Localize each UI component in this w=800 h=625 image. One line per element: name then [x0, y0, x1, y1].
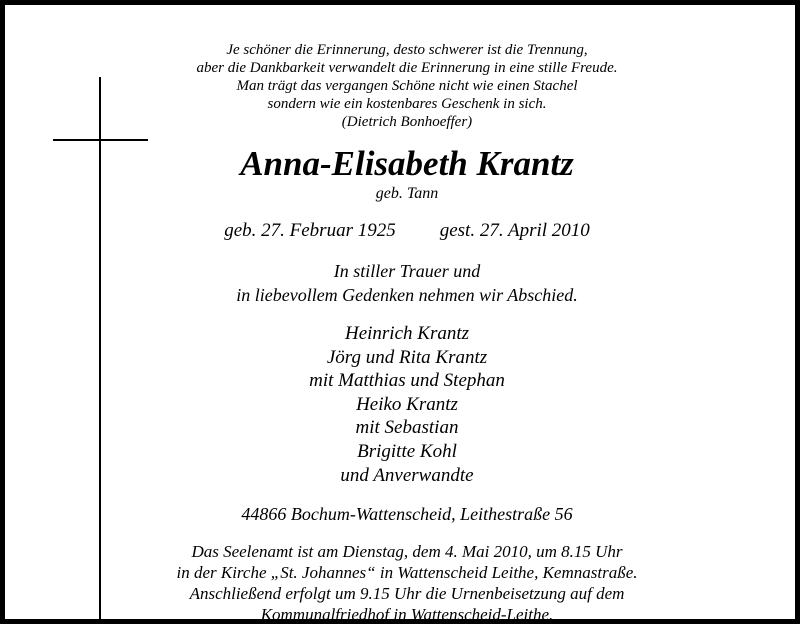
death-date: gest. 27. April 2010	[439, 220, 590, 241]
notice-content	[105, 41, 709, 625]
life-dates	[105, 220, 709, 242]
mourner-line: Brigitte Kohl	[357, 440, 457, 462]
mourner-line: mit Sebastian	[355, 417, 459, 439]
quote-line: aber die Dankbarkeit verwandelt die Erinnerung in eine stille Freude.	[196, 60, 618, 76]
mourner-line: Heinrich Krantz	[344, 323, 470, 344]
service-details	[105, 541, 709, 625]
birth-date: geb. 27. Februar 1925	[224, 220, 396, 241]
quote-line: Man trägt das vergangen Schöne nicht wie einen Stachel	[236, 78, 578, 94]
family-address: 44866 Bochum-Wattenscheid, Leithestraße 56	[241, 504, 573, 525]
mourner-line: Heiko Krantz	[356, 393, 458, 415]
farewell-line: in liebevollem Gedenken nehmen wir Abschied.	[236, 285, 578, 305]
maiden-name: geb. Tann	[375, 185, 439, 202]
mourner-line: und Anverwandte	[340, 464, 474, 486]
service-line: Das Seelenamt ist am Dienstag, dem 4. Mai 2010, um 8.15 Uhr	[191, 542, 623, 562]
service-line: Anschließend erfolgt um 9.15 Uhr die Urnenbeisetzung auf dem	[189, 584, 625, 604]
deceased-name: Anna-Elisabeth Krantz	[240, 144, 574, 183]
farewell-text	[105, 259, 709, 307]
mourner-line: mit Matthias und Stephan	[309, 370, 505, 392]
quote-line: Je schöner die Erinnerung, desto schwerer ist die Trennung,	[226, 42, 588, 58]
service-line: in der Kirche „St. Johannes“ in Wattenscheid Leithe, Kemnastraße.	[176, 563, 638, 583]
farewell-line: In stiller Trauer und	[333, 261, 481, 281]
service-line: Kommunalfriedhof in Wattenscheid-Leithe.	[260, 605, 554, 625]
mourner-line: Jörg und Rita Krantz	[326, 346, 488, 368]
mourners-list	[105, 322, 709, 487]
quote-block	[105, 41, 709, 131]
cross-vertical-bar	[99, 77, 101, 623]
quote-line: sondern wie ein kostenbares Geschenk in sich.	[267, 96, 547, 112]
quote-author: (Dietrich Bonhoeffer)	[341, 114, 473, 130]
